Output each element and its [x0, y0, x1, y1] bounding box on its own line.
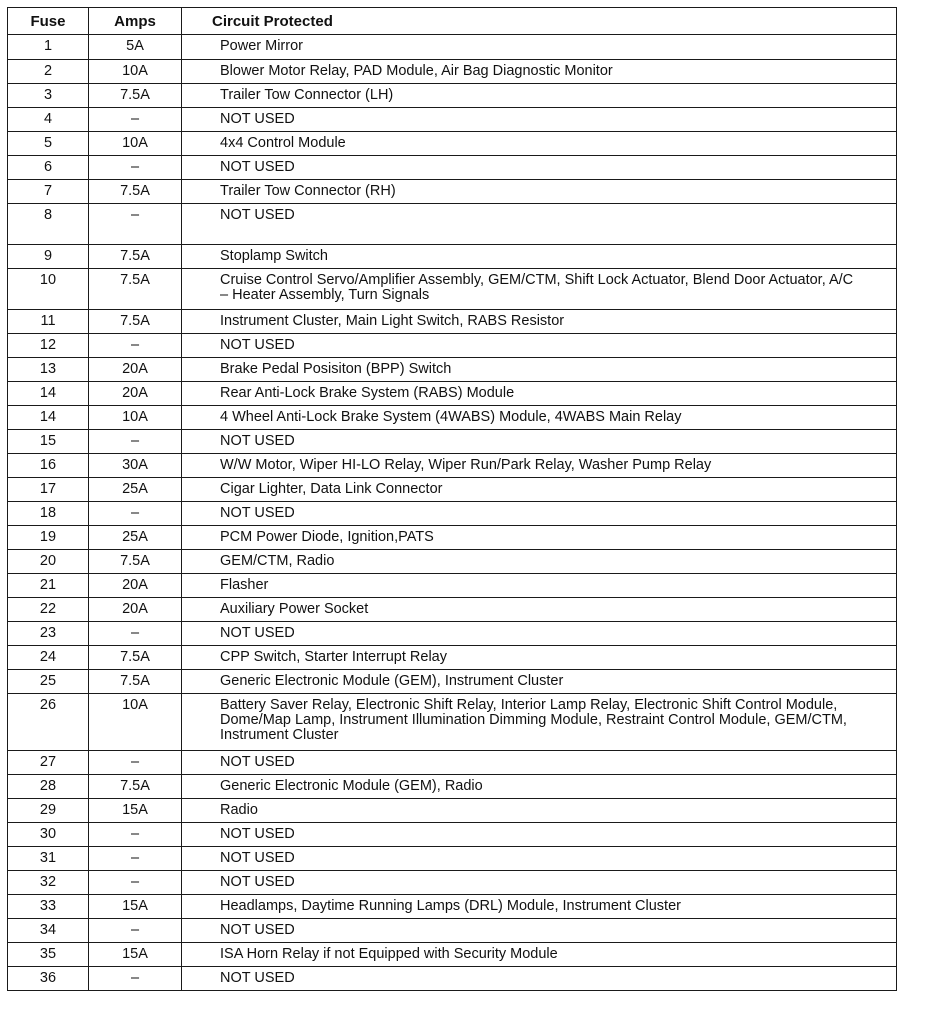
- fuse-amps: 7.5A: [89, 180, 182, 204]
- fuse-number: 35: [8, 943, 89, 967]
- fuse-number: 5: [8, 132, 89, 156]
- table-row: [8, 132, 897, 156]
- table-row: [8, 430, 897, 454]
- fuse-amps: 10A: [89, 406, 182, 430]
- fuse-number: 26: [8, 694, 89, 751]
- table-row: [8, 598, 897, 622]
- circuit-protected: GEM/CTM, Radio: [182, 550, 897, 574]
- fuse-number: 34: [8, 919, 89, 943]
- fuse-amps: 7.5A: [89, 775, 182, 799]
- circuit-header: Circuit Protected: [182, 8, 897, 35]
- fuse-amps: 10A: [89, 60, 182, 84]
- circuit-protected: Stoplamp Switch: [182, 245, 897, 269]
- fuse-amps: 7.5A: [89, 550, 182, 574]
- fuse-amps: –: [89, 108, 182, 132]
- table-row: [8, 670, 897, 694]
- fuse-amps: 15A: [89, 799, 182, 823]
- fuse-number: 32: [8, 871, 89, 895]
- circuit-protected: CPP Switch, Starter Interrupt Relay: [182, 646, 897, 670]
- table-row: [8, 799, 897, 823]
- circuit-protected: Rear Anti-Lock Brake System (RABS) Module: [182, 382, 897, 406]
- circuit-protected: Trailer Tow Connector (RH): [182, 180, 897, 204]
- circuit-protected: NOT USED: [182, 751, 897, 775]
- fuse-amps: 15A: [89, 943, 182, 967]
- fuse-amps: 7.5A: [89, 269, 182, 310]
- table-row: [8, 108, 897, 132]
- fuse-number: 25: [8, 670, 89, 694]
- fuse-amps: 20A: [89, 598, 182, 622]
- table-row: [8, 967, 897, 991]
- fuse-number: 19: [8, 526, 89, 550]
- fuse-amps: –: [89, 967, 182, 991]
- circuit-protected: NOT USED: [182, 502, 897, 526]
- fuse-amps: –: [89, 204, 182, 245]
- circuit-protected: NOT USED: [182, 156, 897, 180]
- fuse-amps: 7.5A: [89, 670, 182, 694]
- table-row: [8, 382, 897, 406]
- fuse-number: 4: [8, 108, 89, 132]
- fuse-number: 31: [8, 847, 89, 871]
- fuse-amps: –: [89, 847, 182, 871]
- fuse-number: 22: [8, 598, 89, 622]
- fuse-amps: 15A: [89, 895, 182, 919]
- fuse-amps: –: [89, 871, 182, 895]
- table-row: [8, 310, 897, 334]
- circuit-protected: 4 Wheel Anti-Lock Brake System (4WABS) Module, 4WABS Main Relay: [182, 406, 897, 430]
- circuit-protected: Instrument Cluster, Main Light Switch, RABS Resistor: [182, 310, 897, 334]
- table-row: [8, 694, 897, 751]
- fuse-amps: –: [89, 156, 182, 180]
- table-row: [8, 245, 897, 269]
- table-row: [8, 269, 897, 310]
- fuse-amps: –: [89, 751, 182, 775]
- fuse-number: 14: [8, 382, 89, 406]
- fuse-number: 17: [8, 478, 89, 502]
- fuse-number: 27: [8, 751, 89, 775]
- fuse-amps: –: [89, 334, 182, 358]
- table-row: [8, 60, 897, 84]
- circuit-protected: Generic Electronic Module (GEM), Radio: [182, 775, 897, 799]
- fuse-amps: –: [89, 502, 182, 526]
- fuse-number: 30: [8, 823, 89, 847]
- fuse-amps: –: [89, 430, 182, 454]
- fuse-header: Fuse: [8, 8, 89, 35]
- fuse-amps: 10A: [89, 132, 182, 156]
- fuse-number: 29: [8, 799, 89, 823]
- table-row: [8, 775, 897, 799]
- fuse-number: 23: [8, 622, 89, 646]
- table-row: [8, 454, 897, 478]
- table-row: [8, 895, 897, 919]
- fuse-amps: 7.5A: [89, 84, 182, 108]
- table-row: [8, 478, 897, 502]
- fuse-number: 6: [8, 156, 89, 180]
- fuse-amps: 25A: [89, 478, 182, 502]
- circuit-protected: Radio: [182, 799, 897, 823]
- table-row: [8, 502, 897, 526]
- header-row: [8, 8, 897, 35]
- circuit-protected: NOT USED: [182, 204, 897, 245]
- circuit-protected: NOT USED: [182, 847, 897, 871]
- fuse-number: 2: [8, 60, 89, 84]
- fuse-amps: 20A: [89, 358, 182, 382]
- circuit-protected: NOT USED: [182, 919, 897, 943]
- fuse-amps: –: [89, 919, 182, 943]
- circuit-protected: Power Mirror: [182, 35, 897, 60]
- circuit-protected: W/W Motor, Wiper HI-LO Relay, Wiper Run/Park Relay, Washer Pump Relay: [182, 454, 897, 478]
- table-row: [8, 156, 897, 180]
- amps-header: Amps: [89, 8, 182, 35]
- table-row: [8, 84, 897, 108]
- fuse-amps: –: [89, 622, 182, 646]
- circuit-protected: Blower Motor Relay, PAD Module, Air Bag Diagnostic Monitor: [182, 60, 897, 84]
- fuse-amps: 10A: [89, 694, 182, 751]
- fuse-number: 3: [8, 84, 89, 108]
- fuse-amps: 7.5A: [89, 245, 182, 269]
- fuse-amps: 30A: [89, 454, 182, 478]
- circuit-protected: ISA Horn Relay if not Equipped with Security Module: [182, 943, 897, 967]
- fuse-amps: –: [89, 823, 182, 847]
- fuse-number: 1: [8, 35, 89, 60]
- circuit-protected: NOT USED: [182, 823, 897, 847]
- circuit-protected: PCM Power Diode, Ignition,PATS: [182, 526, 897, 550]
- fuse-number: 20: [8, 550, 89, 574]
- fuse-number: 16: [8, 454, 89, 478]
- circuit-protected: Cigar Lighter, Data Link Connector: [182, 478, 897, 502]
- table-row: [8, 751, 897, 775]
- table-row: [8, 574, 897, 598]
- fuse-number: 11: [8, 310, 89, 334]
- circuit-protected: Headlamps, Daytime Running Lamps (DRL) Module, Instrument Cluster: [182, 895, 897, 919]
- fuse-number: 14: [8, 406, 89, 430]
- fuse-number: 9: [8, 245, 89, 269]
- table-row: [8, 622, 897, 646]
- table-row: [8, 358, 897, 382]
- circuit-protected: NOT USED: [182, 622, 897, 646]
- table-row: [8, 823, 897, 847]
- circuit-protected: Trailer Tow Connector (LH): [182, 84, 897, 108]
- fuse-number: 36: [8, 967, 89, 991]
- circuit-protected: NOT USED: [182, 430, 897, 454]
- circuit-protected: Cruise Control Servo/Amplifier Assembly, GEM/CTM, Shift Lock Actuator, Blend Door Actuator, A/C – Heater Assembly, Turn Signals: [182, 269, 897, 310]
- table-row: [8, 871, 897, 895]
- circuit-protected: NOT USED: [182, 967, 897, 991]
- circuit-protected: Battery Saver Relay, Electronic Shift Relay, Interior Lamp Relay, Electronic Shift Control Module, Dome/Map Lamp, Instrument Illumination Dimming Module, Restraint Control Module, GEM/CTM, Instrument Cluster: [182, 694, 897, 751]
- fuse-number: 12: [8, 334, 89, 358]
- fuse-amps: 7.5A: [89, 310, 182, 334]
- table-body: [8, 35, 897, 991]
- circuit-protected: 4x4 Control Module: [182, 132, 897, 156]
- fuse-table: [7, 7, 897, 991]
- fuse-amps: 20A: [89, 574, 182, 598]
- table-row: [8, 847, 897, 871]
- table-row: [8, 204, 897, 245]
- circuit-protected: NOT USED: [182, 334, 897, 358]
- circuit-protected: Flasher: [182, 574, 897, 598]
- fuse-amps: 25A: [89, 526, 182, 550]
- circuit-protected: Generic Electronic Module (GEM), Instrument Cluster: [182, 670, 897, 694]
- fuse-number: 15: [8, 430, 89, 454]
- table-row: [8, 35, 897, 60]
- table-row: [8, 646, 897, 670]
- fuse-number: 10: [8, 269, 89, 310]
- fuse-amps: 20A: [89, 382, 182, 406]
- table-row: [8, 550, 897, 574]
- table-row: [8, 943, 897, 967]
- fuse-number: 18: [8, 502, 89, 526]
- table-row: [8, 406, 897, 430]
- circuit-protected: Auxiliary Power Socket: [182, 598, 897, 622]
- fuse-amps: 7.5A: [89, 646, 182, 670]
- fuse-number: 7: [8, 180, 89, 204]
- circuit-protected: NOT USED: [182, 871, 897, 895]
- fuse-number: 13: [8, 358, 89, 382]
- table-row: [8, 919, 897, 943]
- circuit-protected: Brake Pedal Posisiton (BPP) Switch: [182, 358, 897, 382]
- fuse-number: 33: [8, 895, 89, 919]
- fuse-number: 21: [8, 574, 89, 598]
- table-row: [8, 526, 897, 550]
- circuit-protected: NOT USED: [182, 108, 897, 132]
- fuse-number: 8: [8, 204, 89, 245]
- fuse-number: 28: [8, 775, 89, 799]
- table-row: [8, 180, 897, 204]
- table-row: [8, 334, 897, 358]
- fuse-amps: 5A: [89, 35, 182, 60]
- fuse-number: 24: [8, 646, 89, 670]
